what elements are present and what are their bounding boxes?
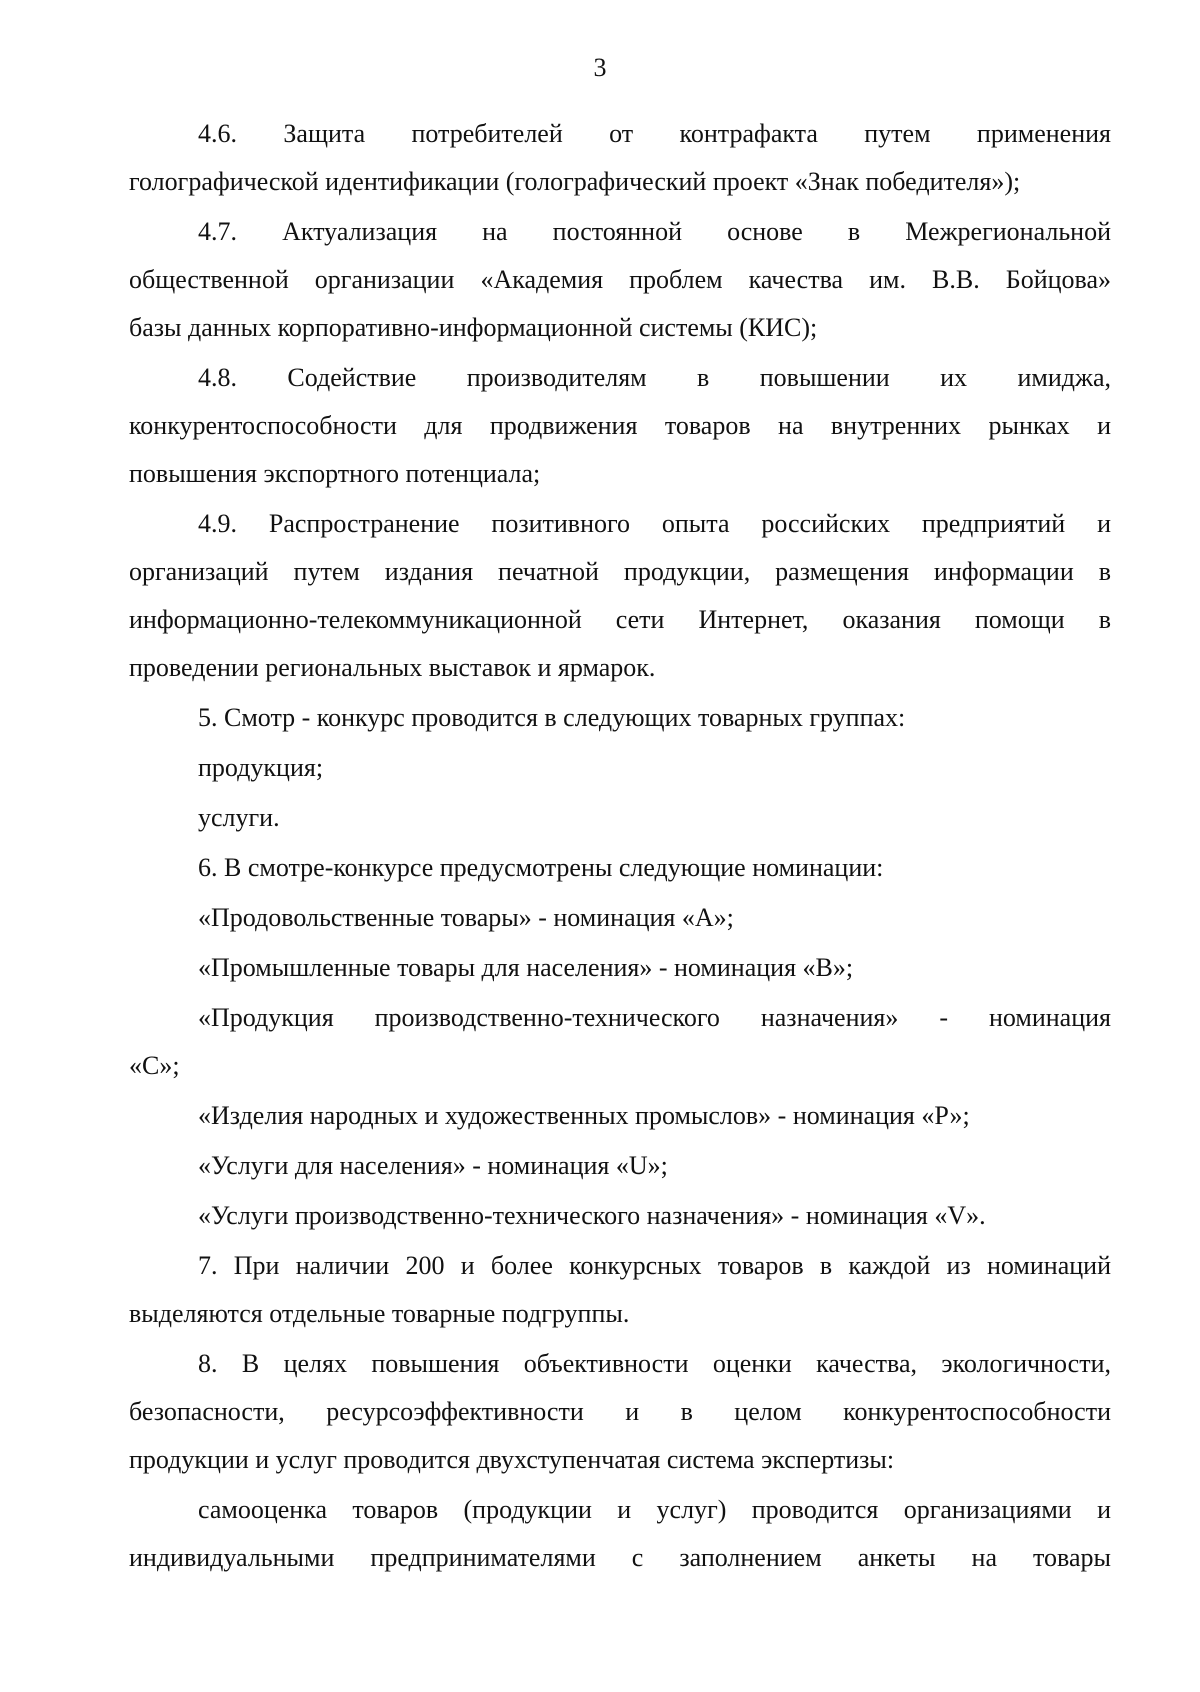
paragraph-line: конкурентоспособности для продвижения товаров на внутренних рынках и (129, 411, 1111, 440)
list-item (129, 794, 1111, 842)
paragraph-4-7 (129, 208, 1111, 352)
paragraph-line: голографической идентификации (голографический проект «Знак победителя»); (129, 167, 1021, 196)
paragraph-line: индивидуальными предпринимателями с заполнением анкеты на товары (129, 1543, 1111, 1572)
paragraph-line: 5. Смотр - конкурс проводится в следующих товарных группах: (198, 703, 906, 732)
paragraph-7 (129, 1242, 1111, 1338)
paragraph-line: информационно-телекоммуникационной сети Интернет, оказания помощи в (129, 605, 1111, 634)
list-item (129, 994, 1111, 1090)
paragraph-line: 6. В смотре-конкурсе предусмотрены следующие номинации: (198, 853, 884, 882)
paragraph-6 (129, 844, 1111, 892)
page-number: 3 (593, 53, 607, 82)
paragraph-line: базы данных корпоративно-информационной системы (КИС); (129, 313, 818, 342)
paragraph-8 (129, 1340, 1111, 1484)
paragraph-line: «Продовольственные товары» - номинация «А»; (198, 903, 734, 932)
list-item (129, 1486, 1111, 1582)
paragraph-line: «Продукция производственно-технического назначения» - номинация (198, 1003, 1111, 1032)
list-item (129, 1092, 1111, 1140)
paragraph-line: продукции и услуг проводится двухступенчатая система экспертизы: (129, 1445, 895, 1474)
paragraph-line: 8. В целях повышения объективности оценки качества, экологичности, (198, 1349, 1111, 1378)
list-item (129, 894, 1111, 942)
paragraph-4-6 (129, 110, 1111, 206)
paragraph-4-9 (129, 500, 1111, 692)
paragraph-5 (129, 694, 1111, 742)
paragraph-line: 4.7. Актуализация на постоянной основе в Межрегиональной (198, 217, 1111, 246)
paragraph-line: «Услуги производственно-технического назначения» - номинация «V». (198, 1201, 986, 1230)
paragraph-line: выделяются отдельные товарные подгруппы. (129, 1299, 630, 1328)
paragraph-line: «Изделия народных и художественных промыслов» - номинация «Р»; (198, 1101, 970, 1130)
paragraph-line: повышения экспортного потенциала; (129, 459, 541, 488)
list-item (129, 944, 1111, 992)
paragraph-line: самооценка товаров (продукции и услуг) проводится организациями и (198, 1495, 1111, 1524)
paragraph-line: 7. При наличии 200 и более конкурсных товаров в каждой из номинаций (198, 1251, 1111, 1280)
document-body (129, 110, 1111, 1584)
paragraph-line: общественной организации «Академия проблем качества им. В.В. Бойцова» (129, 265, 1111, 294)
paragraph-line: организаций путем издания печатной продукции, размещения информации в (129, 557, 1111, 586)
paragraph-line: «С»; (129, 1051, 180, 1080)
list-item (129, 1192, 1111, 1240)
paragraph-line: 4.8. Содействие производителям в повышении их имиджа, (198, 363, 1111, 392)
paragraph-line: 4.6. Защита потребителей от контрафакта путем применения (198, 119, 1111, 148)
paragraph-line: продукция; (198, 753, 324, 782)
paragraph-line: проведении региональных выставок и ярмарок. (129, 653, 656, 682)
list-item (129, 1142, 1111, 1190)
paragraph-line: «Услуги для населения» - номинация «U»; (198, 1151, 668, 1180)
paragraph-line: безопасности, ресурсоэффективности и в целом конкурентоспособности (129, 1397, 1111, 1426)
paragraph-line: 4.9. Распространение позитивного опыта российских предприятий и (198, 509, 1111, 538)
paragraph-line: «Промышленные товары для населения» - номинация «В»; (198, 953, 854, 982)
paragraph-4-8 (129, 354, 1111, 498)
list-item (129, 744, 1111, 792)
paragraph-line: услуги. (198, 803, 280, 832)
